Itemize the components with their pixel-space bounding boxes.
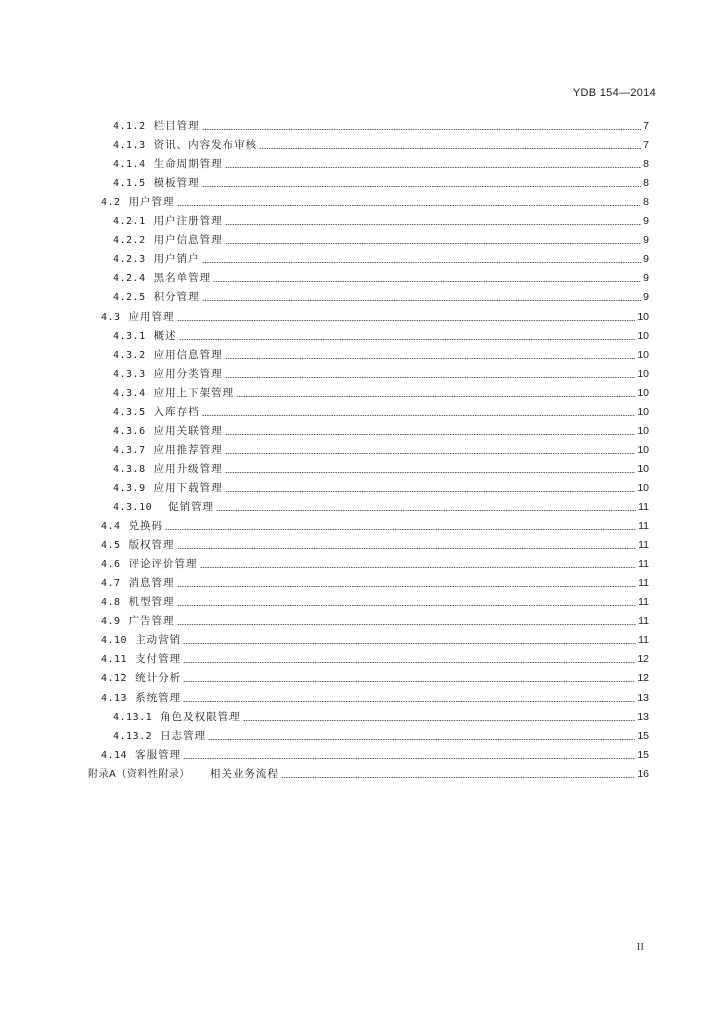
toc-entry-number: 4.1.5 bbox=[113, 178, 146, 190]
toc-entry-number: 4.2 bbox=[101, 197, 121, 209]
toc-leader-dots bbox=[236, 396, 635, 397]
toc-entry[interactable] bbox=[113, 384, 649, 403]
toc-leader-dots bbox=[177, 624, 637, 625]
toc-entry[interactable] bbox=[113, 460, 649, 479]
toc-entry-page: 11 bbox=[638, 520, 649, 533]
toc-entry-title: 主动营销 bbox=[135, 634, 182, 647]
toc-entry[interactable] bbox=[113, 288, 649, 307]
toc-leader-dots bbox=[213, 281, 641, 282]
toc-leader-dots bbox=[179, 339, 636, 340]
toc-leader-dots bbox=[165, 529, 636, 530]
toc-entry[interactable] bbox=[101, 612, 649, 631]
toc-entry[interactable] bbox=[113, 346, 649, 365]
toc-entry-title: 系统管理 bbox=[135, 691, 182, 704]
toc-entry-page: 11 bbox=[638, 615, 649, 628]
toc-entry-number: 4.3.8 bbox=[113, 463, 146, 475]
toc-entry-title: 消息管理 bbox=[128, 577, 175, 590]
toc-entry[interactable] bbox=[113, 327, 649, 346]
toc-entry-title: 应用升级管理 bbox=[153, 462, 223, 475]
toc-entry-number: 4.3.10 bbox=[113, 502, 153, 513]
toc-entry-title: 应用信息管理 bbox=[153, 348, 223, 361]
toc-leader-dots bbox=[208, 739, 635, 740]
toc-leader-dots bbox=[177, 548, 637, 549]
toc-entry[interactable] bbox=[101, 746, 649, 765]
toc-entry[interactable] bbox=[113, 422, 649, 441]
toc-entry-title: 积分管理 bbox=[153, 291, 200, 304]
toc-entry[interactable] bbox=[101, 631, 649, 650]
toc-entry-page: 9 bbox=[643, 215, 649, 228]
toc-entry-title: 栏目管理 bbox=[153, 120, 200, 132]
toc-entry-number: 4.2.3 bbox=[113, 254, 146, 266]
toc-entry-page: 15 bbox=[637, 748, 649, 761]
toc-entry-page: 7 bbox=[643, 139, 649, 152]
toc-entry-page: 9 bbox=[643, 272, 649, 285]
toc-entry-title: 应用关联管理 bbox=[153, 424, 223, 437]
toc-entry-page: 8 bbox=[643, 196, 649, 209]
toc-entry-number: 4.6 bbox=[101, 559, 121, 571]
toc-leader-dots bbox=[225, 224, 642, 225]
toc-leader-dots bbox=[200, 567, 637, 568]
toc-entry-page: 10 bbox=[637, 329, 649, 342]
toc-entry-title: 兑换码 bbox=[128, 520, 164, 533]
document-code: YDB 154—2014 bbox=[572, 87, 656, 99]
toc-leader-dots bbox=[225, 491, 636, 492]
toc-leader-dots bbox=[225, 377, 636, 378]
toc-entry-title: 黑名单管理 bbox=[153, 272, 212, 285]
toc-entry-title: 用户注册管理 bbox=[153, 215, 223, 228]
toc-entry-number: 4.13 bbox=[101, 692, 128, 704]
toc-leader-dots bbox=[177, 320, 636, 321]
toc-entry[interactable] bbox=[113, 117, 649, 136]
toc-entry-number: 4.3.6 bbox=[113, 425, 146, 437]
toc-entry-number: 4.9 bbox=[101, 616, 121, 628]
toc-entry-title: 用户销户 bbox=[153, 253, 200, 266]
toc-entry-title: 机型管理 bbox=[128, 596, 175, 609]
toc-entry-page: 10 bbox=[637, 462, 649, 475]
toc-entry-number: 4.3 bbox=[101, 311, 121, 323]
toc-entry-title: 统计分析 bbox=[135, 672, 182, 685]
toc-entry[interactable] bbox=[101, 574, 649, 593]
toc-entry-number: 4.2.1 bbox=[113, 216, 146, 228]
toc-entry-title: 应用上下架管理 bbox=[153, 386, 235, 399]
toc-entry[interactable] bbox=[113, 498, 649, 517]
toc-entry-number: 4.10 bbox=[101, 635, 128, 647]
toc-entry[interactable] bbox=[113, 250, 649, 269]
toc-entry-page: 11 bbox=[638, 501, 649, 513]
toc-entry-number: 4.2.4 bbox=[113, 273, 146, 285]
toc-entry-page: 10 bbox=[637, 367, 649, 380]
toc-entry-title: 促销管理 bbox=[168, 501, 215, 513]
toc-entry-page: 12 bbox=[637, 672, 649, 685]
toc-entry-title: 支付管理 bbox=[135, 653, 182, 666]
toc-entry-number: 4.8 bbox=[101, 597, 121, 609]
toc-entry-number: 4.3.5 bbox=[113, 406, 146, 418]
toc-entry-page: 10 bbox=[637, 405, 649, 418]
toc-entry-page: 8 bbox=[643, 177, 649, 190]
toc-entry-page: 10 bbox=[637, 310, 649, 323]
toc-entry-number: 4.1.4 bbox=[113, 159, 146, 171]
toc-entry[interactable] bbox=[113, 269, 649, 288]
toc-leader-dots bbox=[177, 586, 637, 587]
toc-entry-title: 生命周期管理 bbox=[153, 158, 223, 171]
toc-entry-number: 4.3.4 bbox=[113, 387, 146, 399]
toc-entry-title: 应用推荐管理 bbox=[153, 443, 223, 456]
toc-entry[interactable] bbox=[113, 212, 649, 231]
toc-leader-dots bbox=[183, 643, 636, 644]
toc-entry[interactable] bbox=[101, 650, 649, 669]
toc-leader-dots bbox=[281, 777, 635, 778]
toc-entry-title: 概述 bbox=[153, 329, 177, 342]
toc-entry[interactable] bbox=[113, 136, 649, 155]
toc-entry-page: 15 bbox=[637, 729, 649, 742]
toc-leader-dots bbox=[202, 186, 642, 187]
toc-entry-title: 版权管理 bbox=[128, 539, 175, 552]
toc-leader-dots bbox=[225, 453, 636, 454]
toc-entry-number: 4.13.1 bbox=[113, 711, 153, 723]
toc-entry-title: 应用管理 bbox=[128, 310, 175, 323]
toc-entry[interactable] bbox=[113, 174, 649, 193]
toc-entry-number: 4.7 bbox=[101, 578, 121, 590]
toc-entry-number: 4.2.5 bbox=[113, 292, 146, 304]
toc-entry-number: 4.2.2 bbox=[113, 235, 146, 247]
toc-entry-page: 10 bbox=[637, 481, 649, 494]
toc-entry-title: 模板管理 bbox=[153, 177, 200, 190]
toc-leader-dots bbox=[225, 243, 642, 244]
toc-entry-title: 应用分类管理 bbox=[153, 367, 223, 380]
toc-entry-number: 4.4 bbox=[101, 521, 121, 533]
toc-entry[interactable] bbox=[113, 708, 649, 727]
toc-entry-number: 4.3.9 bbox=[113, 482, 146, 494]
toc-entry-page: 13 bbox=[637, 710, 649, 723]
toc-entry[interactable] bbox=[113, 155, 649, 174]
toc-entry[interactable] bbox=[88, 765, 649, 784]
toc-entry-page: 11 bbox=[638, 558, 649, 571]
toc-entry-number: 4.11 bbox=[101, 654, 128, 666]
toc-entry[interactable] bbox=[101, 593, 649, 612]
toc-entry-number: 4.3.3 bbox=[113, 368, 146, 380]
toc-leader-dots bbox=[225, 434, 636, 435]
toc-entry-page: 7 bbox=[643, 120, 649, 132]
toc-leader-dots bbox=[225, 167, 642, 168]
toc-entry-page: 12 bbox=[637, 653, 649, 666]
toc-entry-page: 13 bbox=[637, 691, 649, 704]
toc-entry-number: 4.12 bbox=[101, 673, 128, 685]
toc-entry[interactable] bbox=[113, 365, 649, 384]
toc-entry-title: 相关业务流程 bbox=[209, 767, 279, 780]
toc-entry-page: 11 bbox=[638, 634, 649, 647]
toc-entry-title: 角色及权限管理 bbox=[160, 710, 241, 723]
toc-entry-title: 用户管理 bbox=[128, 196, 175, 209]
toc-leader-dots bbox=[202, 300, 642, 301]
toc-entry[interactable] bbox=[101, 689, 649, 708]
toc-leader-dots bbox=[177, 205, 642, 206]
toc-entry-page: 11 bbox=[638, 577, 649, 590]
toc-entry-number: 4.13.2 bbox=[113, 730, 153, 742]
page-number: II bbox=[636, 941, 644, 953]
toc-entry[interactable] bbox=[101, 517, 649, 536]
toc-entry-page: 10 bbox=[637, 424, 649, 437]
toc-entry-page: 9 bbox=[643, 253, 649, 266]
toc-entry-title: 入库存档 bbox=[153, 405, 200, 418]
toc-entry-page: 16 bbox=[637, 767, 649, 780]
toc-entry-page: 9 bbox=[643, 234, 649, 247]
toc-entry-title: 用户信息管理 bbox=[153, 234, 223, 247]
toc-entry-page: 10 bbox=[637, 386, 649, 399]
toc-leader-dots bbox=[243, 720, 636, 721]
toc-entry[interactable] bbox=[113, 727, 649, 746]
toc-entry-page: 10 bbox=[637, 348, 649, 361]
toc-entry-number: 4.3.1 bbox=[113, 330, 146, 342]
toc-leader-dots bbox=[183, 701, 635, 702]
toc-entry[interactable] bbox=[113, 403, 649, 422]
toc-leader-dots bbox=[177, 605, 637, 606]
toc-entry-number: 4.1.3 bbox=[113, 140, 146, 152]
toc-entry-number: 4.14 bbox=[101, 749, 128, 761]
toc-entry-title: 日志管理 bbox=[160, 729, 207, 742]
toc-leader-dots bbox=[202, 262, 642, 263]
toc-entry[interactable] bbox=[101, 193, 649, 212]
toc-entry[interactable] bbox=[113, 479, 649, 498]
toc-leader-dots bbox=[259, 148, 641, 149]
toc-leader-dots bbox=[183, 681, 635, 682]
toc-leader-dots bbox=[216, 510, 636, 511]
toc-entry-page: 8 bbox=[643, 158, 649, 171]
toc-entry-number: 4.3.7 bbox=[113, 444, 146, 456]
toc-entry[interactable] bbox=[101, 308, 649, 327]
toc-entry-title: 资讯、内容发布审核 bbox=[153, 139, 258, 152]
toc-leader-dots bbox=[225, 358, 636, 359]
toc-leader-dots bbox=[183, 662, 635, 663]
toc-entry[interactable] bbox=[101, 555, 649, 574]
toc-entry[interactable] bbox=[101, 669, 649, 688]
toc-entry-number: 4.5 bbox=[101, 540, 121, 552]
toc-entry[interactable] bbox=[113, 231, 649, 250]
toc-entry-title: 应用下载管理 bbox=[153, 481, 223, 494]
toc-entry-page: 11 bbox=[638, 539, 649, 552]
toc-leader-dots bbox=[183, 758, 635, 759]
toc-entry-title: 评论评价管理 bbox=[128, 558, 198, 571]
toc-entry-title: 客服管理 bbox=[135, 748, 182, 761]
toc-entry-page: 9 bbox=[643, 291, 649, 304]
toc-entry-number: 4.1.2 bbox=[113, 121, 146, 132]
toc-entry-number: 4.3.2 bbox=[113, 349, 146, 361]
toc-entry-number: 附录A（资料性附录） bbox=[88, 768, 190, 780]
toc-leader-dots bbox=[202, 129, 642, 130]
toc-entry-title: 广告管理 bbox=[128, 615, 175, 628]
toc-entry-page: 11 bbox=[638, 596, 649, 609]
toc-leader-dots bbox=[225, 472, 636, 473]
toc-leader-dots bbox=[202, 415, 636, 416]
toc-entry[interactable] bbox=[101, 536, 649, 555]
toc-entry-page: 10 bbox=[637, 443, 649, 456]
toc-entry[interactable] bbox=[113, 441, 649, 460]
